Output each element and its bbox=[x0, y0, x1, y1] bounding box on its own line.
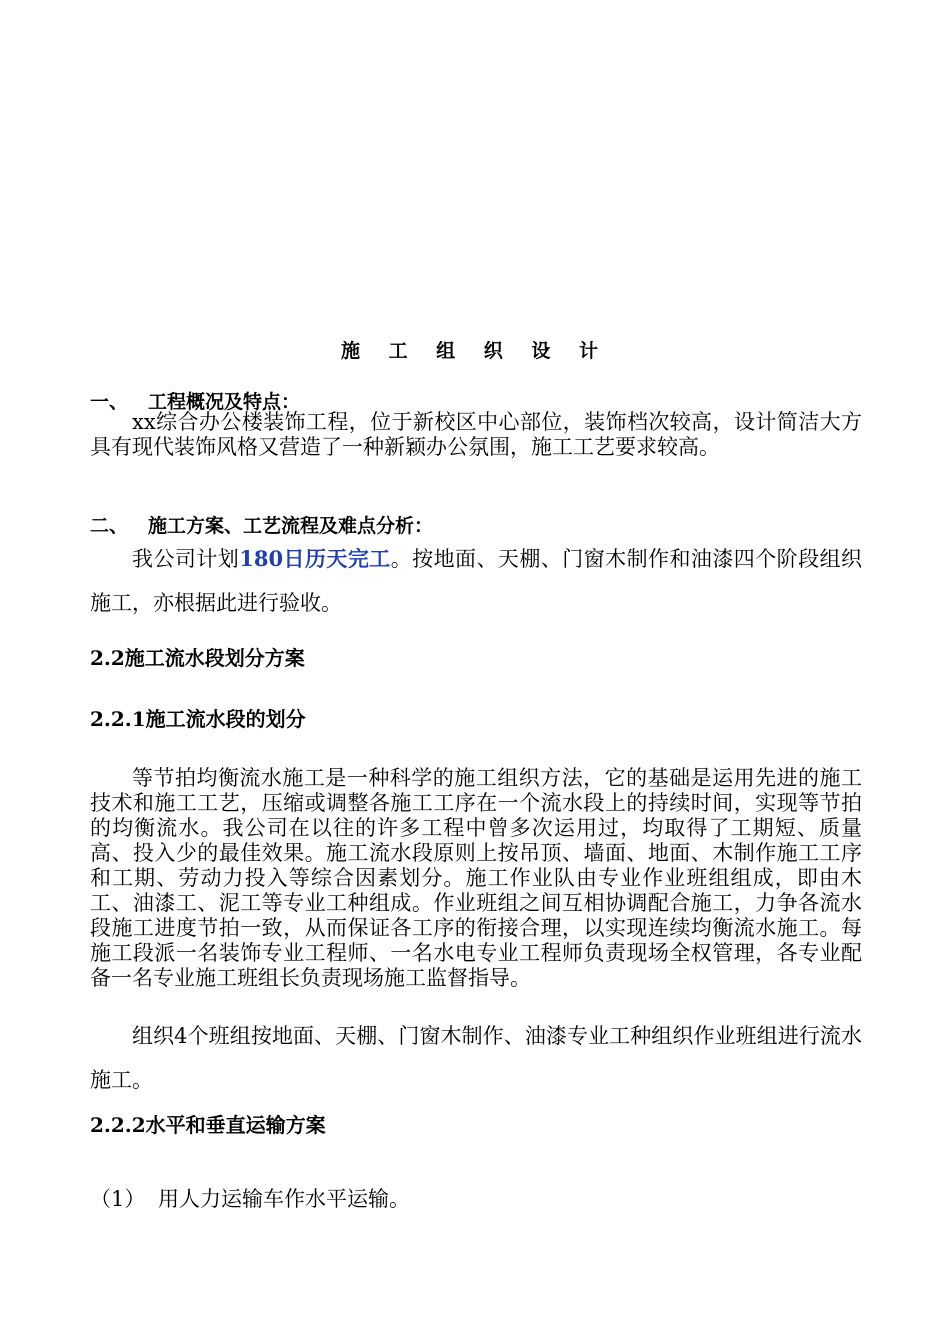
section-2-2-heading: 2.2施工流水段划分方案 bbox=[90, 646, 305, 670]
section-1-heading-text: 工程概况及特点： bbox=[148, 391, 301, 413]
schedule-highlight: 180日历天完工 bbox=[239, 546, 391, 571]
list-item bbox=[90, 1183, 410, 1213]
list-item-text: 用人力运输车作水平运输。 bbox=[158, 1187, 410, 1211]
section-2-2-1-paragraph-2: 组织4个班组按地面、天棚、门窗木制作、油漆专业工种组织作业班组进行流水施工。 bbox=[90, 1024, 862, 1092]
section-2-2-1-paragraph-1: 等节拍均衡流水施工是一种科学的施工组织方法，它的基础是运用先进的施工技术和施工工艺，压缩或调整各施工工序在一个流水段上的持续时间，实现等节拍的均衡流水。我公司在以往的许多工程中曾多次运用过，均取得了工期短、质量高、投入少的最佳效果。施工流水段原则上按吊顶、墙面、地面、木制作施工工序和工期、劳动力投入等综合因素划分。施工作业队由专业作业班组组成，即由木工、油漆工、泥工等专业工种组成。作业班组之间互相协调配合施工，力争各流水段施工进度节拍一致，从而保证各工序的衔接合理，以实现连续均衡流水施工。每施工段派一名装饰专业工程师、一名水电专业工程师负责现场全权管理，各专业配备一名专业施工班组长负责现场施工监督指导。 bbox=[90, 766, 862, 990]
section-2-body-before: 我公司计划 bbox=[132, 547, 240, 571]
document-title: 施 工 组 织 设 计 bbox=[340, 340, 610, 362]
section-2-number: 二、 bbox=[90, 515, 129, 537]
section-2-2-2-heading: 2.2.2水平和垂直运输方案 bbox=[90, 1113, 326, 1137]
section-1-number: 一、 bbox=[90, 391, 129, 413]
section-2-heading bbox=[90, 511, 433, 538]
section-2-heading-text: 施工方案、工艺流程及难点分析： bbox=[148, 515, 434, 537]
section-2-body-after: 。按地面、天棚、门窗木制作和油漆四个阶段组织施工，亦根据此进行验收。 bbox=[90, 547, 863, 615]
section-2-body bbox=[90, 537, 862, 625]
list-item-marker: （1） bbox=[90, 1187, 146, 1211]
section-1-body: xx综合办公楼装饰工程，位于新校区中心部位，装饰档次较高，设计简洁大方具有现代装饰风格又营造了一种新颖办公氛围，施工工艺要求较高。 bbox=[90, 410, 862, 459]
section-2-2-1-heading: 2.2.1施工流水段的划分 bbox=[90, 707, 306, 731]
